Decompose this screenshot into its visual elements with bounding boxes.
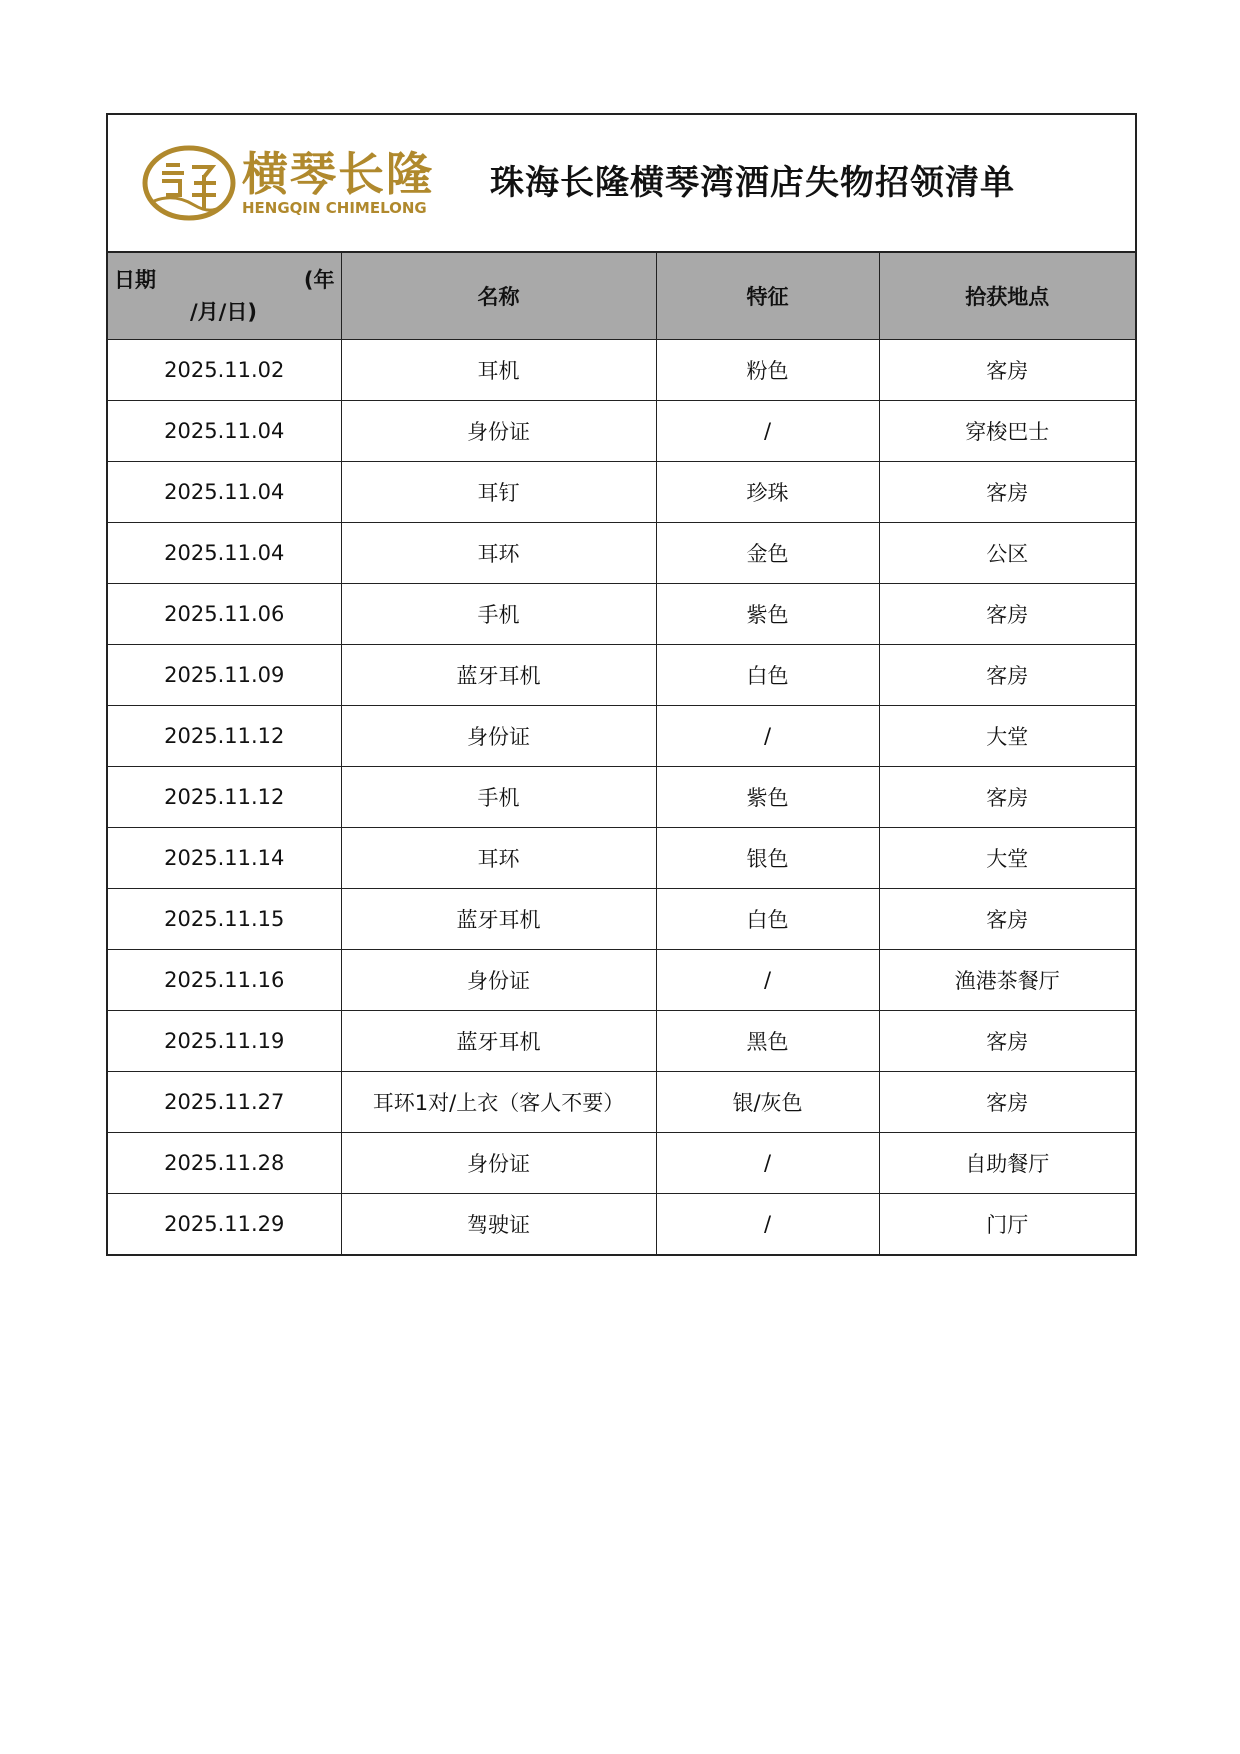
table-row bbox=[108, 645, 1135, 706]
table-row bbox=[108, 401, 1135, 462]
column-header-name: 名称 bbox=[341, 253, 656, 340]
date-header-label: 日期 bbox=[114, 268, 156, 292]
cell-location: 客房 bbox=[879, 767, 1135, 828]
cell-feature: 白色 bbox=[656, 889, 879, 950]
cell-name: 耳环 bbox=[341, 828, 656, 889]
table-row bbox=[108, 1133, 1135, 1194]
cell-date: 2025.11.27 bbox=[108, 1072, 341, 1133]
table-header-row bbox=[108, 253, 1135, 340]
cell-feature: 粉色 bbox=[656, 340, 879, 401]
cell-name: 蓝牙耳机 bbox=[341, 645, 656, 706]
cell-location: 客房 bbox=[879, 1072, 1135, 1133]
cell-location: 客房 bbox=[879, 645, 1135, 706]
table-row bbox=[108, 1011, 1135, 1072]
cell-feature: / bbox=[656, 950, 879, 1011]
cell-date: 2025.11.12 bbox=[108, 767, 341, 828]
table-row bbox=[108, 462, 1135, 523]
table-row bbox=[108, 1072, 1135, 1133]
cell-date: 2025.11.28 bbox=[108, 1133, 341, 1194]
cell-feature: / bbox=[656, 1133, 879, 1194]
cell-location: 大堂 bbox=[879, 828, 1135, 889]
brand-logo bbox=[142, 145, 434, 221]
cell-date: 2025.11.14 bbox=[108, 828, 341, 889]
cell-name: 蓝牙耳机 bbox=[341, 1011, 656, 1072]
table-row bbox=[108, 706, 1135, 767]
cell-name: 耳钉 bbox=[341, 462, 656, 523]
cell-location: 公区 bbox=[879, 523, 1135, 584]
date-header-format-start: (年 bbox=[303, 268, 335, 292]
cell-feature: / bbox=[656, 401, 879, 462]
lost-items-table bbox=[108, 253, 1135, 1254]
cell-feature: / bbox=[656, 1194, 879, 1255]
cell-feature: 紫色 bbox=[656, 767, 879, 828]
cell-feature: 紫色 bbox=[656, 584, 879, 645]
cell-feature: 黑色 bbox=[656, 1011, 879, 1072]
table-row bbox=[108, 889, 1135, 950]
logo-english-text: HENGQIN CHIMELONG bbox=[242, 199, 427, 217]
lost-found-sheet bbox=[106, 113, 1137, 1256]
cell-location: 客房 bbox=[879, 584, 1135, 645]
table-row bbox=[108, 1194, 1135, 1255]
cell-date: 2025.11.12 bbox=[108, 706, 341, 767]
cell-date: 2025.11.29 bbox=[108, 1194, 341, 1255]
column-header-date bbox=[108, 253, 341, 340]
cell-location: 穿梭巴士 bbox=[879, 401, 1135, 462]
cell-date: 2025.11.16 bbox=[108, 950, 341, 1011]
cell-name: 手机 bbox=[341, 584, 656, 645]
cell-name: 蓝牙耳机 bbox=[341, 889, 656, 950]
column-header-location: 拾获地点 bbox=[879, 253, 1135, 340]
cell-name: 耳机 bbox=[341, 340, 656, 401]
cell-name: 身份证 bbox=[341, 401, 656, 462]
cell-name: 手机 bbox=[341, 767, 656, 828]
cell-name: 耳环 bbox=[341, 523, 656, 584]
cell-location: 门厅 bbox=[879, 1194, 1135, 1255]
logo-chinese-text: 横琴长隆 bbox=[242, 147, 434, 201]
page-title: 珠海长隆横琴湾酒店失物招领清单 bbox=[490, 163, 1015, 203]
table-row bbox=[108, 828, 1135, 889]
cell-location: 渔港茶餐厅 bbox=[879, 950, 1135, 1011]
cell-location: 大堂 bbox=[879, 706, 1135, 767]
cell-location: 客房 bbox=[879, 889, 1135, 950]
cell-name: 身份证 bbox=[341, 950, 656, 1011]
table-row bbox=[108, 340, 1135, 401]
cell-date: 2025.11.02 bbox=[108, 340, 341, 401]
cell-date: 2025.11.04 bbox=[108, 462, 341, 523]
cell-name: 驾驶证 bbox=[341, 1194, 656, 1255]
cell-feature: 白色 bbox=[656, 645, 879, 706]
cell-date: 2025.11.06 bbox=[108, 584, 341, 645]
cell-name: 身份证 bbox=[341, 706, 656, 767]
cell-location: 客房 bbox=[879, 340, 1135, 401]
cell-feature: 银/灰色 bbox=[656, 1072, 879, 1133]
column-header-feature: 特征 bbox=[656, 253, 879, 340]
cell-name: 身份证 bbox=[341, 1133, 656, 1194]
cell-date: 2025.11.04 bbox=[108, 523, 341, 584]
cell-date: 2025.11.04 bbox=[108, 401, 341, 462]
cell-date: 2025.11.19 bbox=[108, 1011, 341, 1072]
cell-location: 自助餐厅 bbox=[879, 1133, 1135, 1194]
cell-location: 客房 bbox=[879, 1011, 1135, 1072]
cell-feature: 珍珠 bbox=[656, 462, 879, 523]
cell-feature: / bbox=[656, 706, 879, 767]
table-row bbox=[108, 523, 1135, 584]
cell-feature: 金色 bbox=[656, 523, 879, 584]
cell-date: 2025.11.15 bbox=[108, 889, 341, 950]
table-row bbox=[108, 584, 1135, 645]
table-row bbox=[108, 950, 1135, 1011]
chimelong-emblem-icon bbox=[142, 145, 236, 221]
table-row bbox=[108, 767, 1135, 828]
date-header-format-end: /月/日) bbox=[190, 300, 257, 324]
cell-location: 客房 bbox=[879, 462, 1135, 523]
cell-date: 2025.11.09 bbox=[108, 645, 341, 706]
cell-name: 耳环1对/上衣（客人不要） bbox=[341, 1072, 656, 1133]
cell-feature: 银色 bbox=[656, 828, 879, 889]
header-banner bbox=[108, 115, 1135, 253]
